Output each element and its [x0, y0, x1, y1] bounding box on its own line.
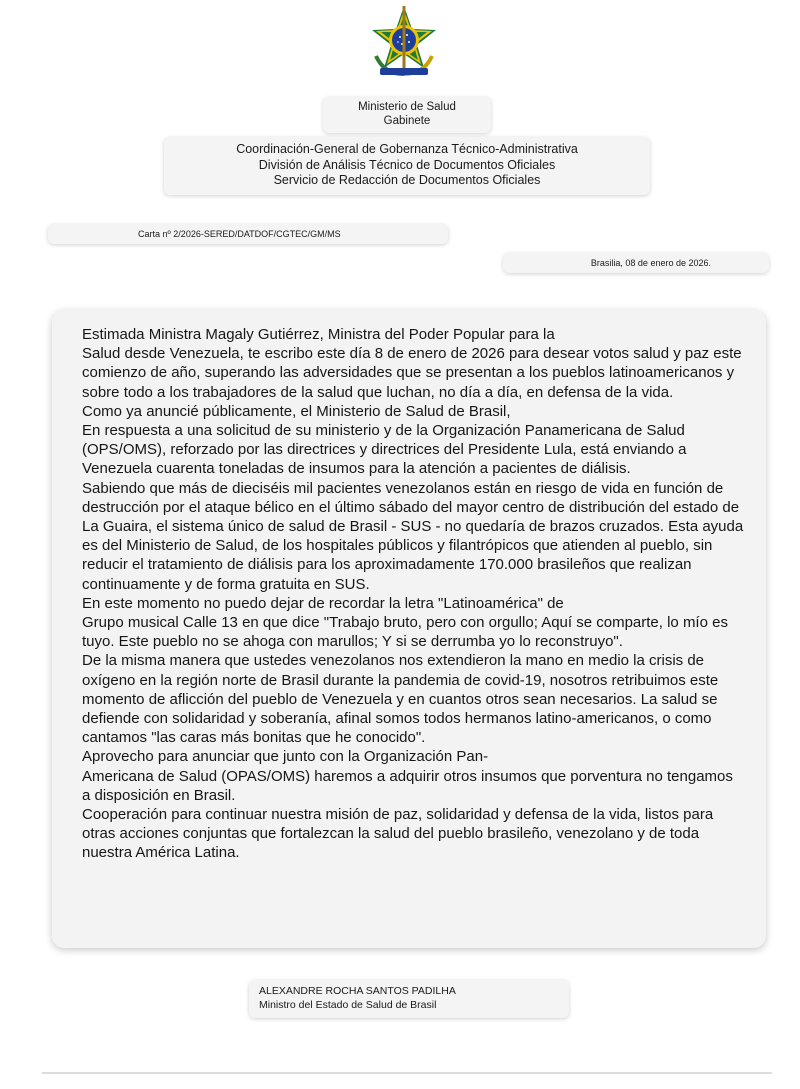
body-paragraph: En respuesta a una solicitud de su ministerio y de la Organización Panamericana de Salud (OPS/OMS), reforzado por las directrices y directrices del Presidente Lula, está enviando a Venezuela cuarenta toneladas de insumos para la atención a pacientes de diálisis. [82, 422, 687, 478]
footer-divider [42, 1072, 772, 1074]
body-paragraph: Aprovecho para anunciar que junto con la Organización Pan- [82, 748, 489, 766]
body-paragraph: Sabiendo que más de dieciséis mil pacientes venezolanos están en riesgo de vida en función de destrucción por el ataque bélico en el último sábado del mayor centro de distribución del estado de La Guaira, el sistema único de salud de Brasil - SUS - no quedaría de brazos cruzados. Esta ayuda es del Ministerio de Salud, de los hospitales públicos y filantrópicos que atienden al pueblo, sin reducir el tratamiento de diálisis para los aproximadamente 170.000 brasileños que realizan continuamente y de forma gratuita en SUS. [82, 479, 744, 593]
body-paragraph: Americana de Salud (OPAS/OMS) haremos a adquirir otros insumos que porventura no tengamos a disposición en Brasil. [82, 767, 733, 804]
signatory-name: ALEXANDRE ROCHA SANTOS PADILHA [259, 985, 456, 997]
letter-number: Carta nº 2/2026-SERED/DATDOF/CGTEC/GM/MS [48, 224, 448, 244]
division-line: División de Análisis Técnico de Documentos Oficiales [258, 157, 556, 172]
signatory-title: Ministro del Estado de Salud de Brasil [259, 999, 437, 1011]
service-line: Servicio de Redacción de Documentos Oficiales [273, 173, 541, 187]
letter-body [82, 325, 744, 863]
letter-body-card [52, 310, 766, 948]
coordination-line: Coordinación-General de Gobernanza Técnico-Administrativa [236, 142, 578, 156]
cabinet-label: Gabinete [383, 115, 431, 127]
signature-block [249, 980, 569, 1018]
place-date: Brasilia, 08 de enero de 2026. [503, 253, 769, 273]
body-paragraph: Salud desde Venezuela, te escribo este día 8 de enero de 2026 para desear votos salud y paz este comienzo de año, superando las adversidades que se presentan a los pueblos latinoamericanos y sobre todo a los trabajadores de la salud que luchan, no día a día, en defensa de la vida. [82, 345, 742, 401]
ministry-name: Ministerio de Salud [358, 101, 456, 113]
body-paragraph: En este momento no puedo dejar de recordar la letra "Latinoamérica" de [82, 594, 564, 612]
ministry-header [323, 97, 491, 133]
body-paragraph: Cooperación para continuar nuestra misión de paz, solidaridad y defensa de la vida, listos para otras acciones conjuntas que fortalezcan la salud del pueblo brasileño, venezolano y de toda nuestra América Latina. [82, 806, 714, 862]
body-paragraph: Estimada Ministra Magaly Gutiérrez, Ministra del Poder Popular para la [82, 326, 555, 343]
body-paragraph: De la misma manera que ustedes venezolanos nos extendieron la mano en medio la crisis de oxígeno en la región norte de Brasil durante la pandemia de covid-19, nosotros retribuimos este momento de aflicción del pueblo de Venezuela y en cuantos otros sean necesarios. La salud se defiende con solidaridad y soberanía, afinal somos todos hermanos latino-americanos, o como cantamos "las caras más bonitas que he conocido". [82, 652, 719, 747]
coordination-header [164, 137, 650, 195]
body-paragraph: Como ya anuncié públicamente, el Ministerio de Salud de Brasil, [82, 402, 511, 420]
coat-of-arms-emblem [366, 4, 442, 80]
body-paragraph: Grupo musical Calle 13 en que dice "Trabajo bruto, pero con orgullo; Aquí se comparte, lo mío es tuyo. Este pueblo no se ahoga con marullos; Y si se derrumba yo lo reconstruyo". [82, 614, 728, 651]
